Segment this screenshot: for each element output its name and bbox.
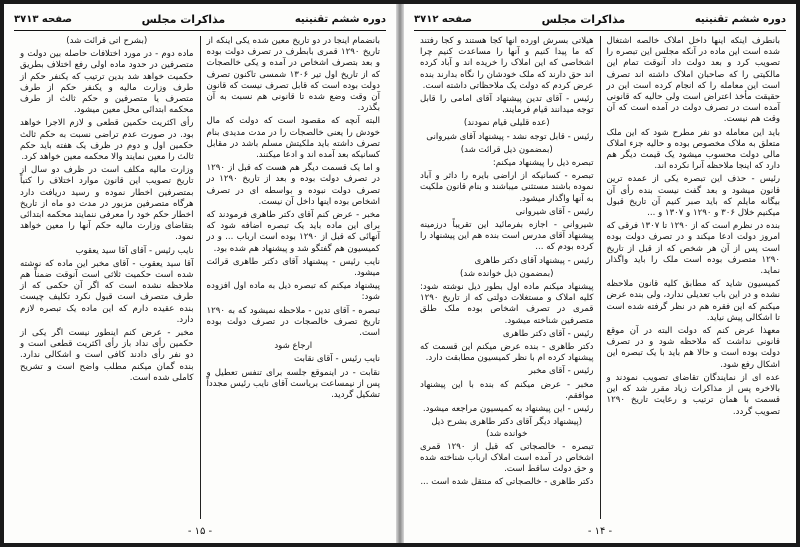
paragraph: مخبر - عرض میکنم که بنده با این پیشنهاد موافقم. — [420, 379, 594, 401]
paragraph: شیروانی - اجازه بفرمائید این تقریباً درزمینه پیشنهاد آقای مدرس است بنده هم این پیشنهاد را کرده بودم که ... — [420, 220, 594, 253]
paragraph: کمیسیون شاید که مطابق کلیه قانون ملاحظه نشده و در این باب تعدیلی ندارد، ولی بنده عرض میکنم که این فقره هم در نظر گرفته شده است تا اشکالی پیش نیاید. — [606, 279, 780, 323]
header-title: مذاکرات مجلس — [541, 12, 626, 26]
text-columns — [414, 36, 786, 519]
paragraph: عده ای از نمایندگان تقاضای تصویب نمودند و بالاخره پس از مذاکرات زیاد مقرر شد که این قسمت با همان ترتیب و رعایت تاریخ ۱۲۹۰ تصویب گردد. — [606, 372, 780, 417]
paragraph: باید این معامله دو نفر مطرح شود که این ملک متعلق به ملاک مخصوص بوده و حالیه جزء املاک مالی دولت محسوب میشود یک قیمت دیگر هم دارد که اینجا ملاحظه آنرا نکرده اند. — [606, 127, 780, 172]
page-header — [14, 10, 386, 28]
paragraph: رئیس - قابل توجه نشد - پیشنهاد آقای شیروانی — [426, 131, 594, 142]
paragraph: (پیشنهاد دیگر آقای دکتر طاهری بشرح ذیل خوانده شد) — [431, 417, 583, 439]
page-right — [404, 4, 796, 543]
paragraph: هیلاتی بسرش آورده آنها کجا هستند و کجا رفتند که ما پیدا کنیم و آنها را مساعدت کنیم چرا اشخاصی که این املاک را خریده اند و آباد کرده اند حق دارند که ملک خودشان را نگاه بدارند بنده عرض کردم که دولت یک ملاحظاتی داشته است. — [420, 36, 594, 91]
paragraph: نقابت - در اینموقع جلسه برای تنفس تعطیل و پس از نیمساعت بریاست آقای نایب رئیس مجدداً تشکیل گردید. — [206, 367, 380, 401]
paragraph: رئیس - آقای شیروانی — [515, 206, 594, 217]
paragraph: پیشنهاد میکنم ماده اول بطور ذیل نوشته شود: کلیه املاک و مستغلات دولتی که از تاریخ ۱۲۹۰ قمری در تصرف اشخاص بوده ملک طلق متصرفین شناخته میشود. — [420, 282, 594, 326]
paragraph: رئیس - حذف این تبصره یکی از عمده ترین قانون میشود و بعد گفت نیست بنده رأی آن بیگانه مایلم که باید صبر کنیم آن تاریخ قبول میکنیم خلال ۳۰۶ و ۱۲۹۰ و ۱۳۰۷ و ... — [606, 174, 780, 219]
paragraph: تبصره - خالصجاتی که قبل از ۱۲۹۰ قمری اشخاص در آمده است املاک ارباب شناخته شده و حق دولت ساقط است. — [420, 441, 594, 475]
paragraph: تبصره ذیل را پیشنهاد میکنم: — [492, 158, 594, 169]
paragraph: مخبر - عرض کنم اینطور نیست اگر یکی از حکمین رأی نداد باز رأی اکثریت قطعی است و دو نفر رأی دادند کافی است و اشکالی ندارد. بنده گمان میکنم مطلب واضح است و تشریح کاملی شده است. — [20, 328, 194, 383]
paragraph: بانضمام اینجا در دو تاریخ معین شده یکی اینکه از تاریخ ۱۲۹۰ قمری بابطرف در تصرف دولت بوده و بعد بتصرف اشخاص در آمده و یکی خالصجات که از تاریخ اول تیر ۱۳۰۶ شمسی تاکنون تصرف دولت بوده است که قابل تصرف نیست که قانون آن وقت وضع شده تا قانونی هم نسبت به آن بگذرد. — [206, 36, 380, 114]
paragraph: معهذا عرض کنم که دولت البته در آن موقع قانونی نداشت که ملاحظه شود و در تصرف دولت بوده است و حالا هم باید با یک تبصره این اشکال رفع شود. — [606, 326, 780, 370]
paragraph: وزارت مالیه مکلف است در ظرف دو سال از تاریخ تصویب این قانون موارد اختلاف را کتباً بمتصرفین اخطار نموده و رسید دریافت دارد هرگاه متصرفین مزبور در مدت دو ماه از تاریخ اخطار حکم خود را معرفی ننمایند محکمه ابتدائی بتقاضای وزارت مالیه حکم آنها را معین خواهد نمود. — [20, 165, 194, 243]
paragraph: مخبر - عرض کنم آقای دکتر طاهری فرمودند که برای این ماده باید یک تبصره اضافه شود که آنهائی که قبل از ۱۲۹۰ بوده است ارباب ... و در کمیسیون هم گفتگو شد و پیشنهاد هم شده بود. — [206, 210, 380, 254]
header-rule — [14, 30, 386, 31]
paragraph: دکتر طاهری - بنده عرض میکنم این قسمت که پیشنهاد کرده ام با نظر کمیسیون مطابقت دارد. — [420, 342, 594, 364]
paragraph: پیشنهاد میکنم که تبصره ذیل به ماده اول افزوده شود: — [206, 281, 380, 303]
header-page-number: صفحه ۳۷۱۳ — [14, 13, 73, 25]
header-series: دوره ششم تقنینیه — [294, 13, 386, 25]
paragraph: ارجاع شود — [274, 341, 313, 352]
paragraph: نایب رئیس - پیشنهاد آقای دکتر طاهری قرائت میشود. — [206, 256, 380, 279]
paragraph: تبصره - آقای تدین - ملاحظه نمیشود که به ۱۲۹۰ تاریخ تصرف خالصجات در تصرف دولت بوده است. — [206, 305, 380, 339]
paragraph: آقا سید یعقوب - آقای مخبر این ماده که نوشته شده است حکمیت ثلاثی است آنوقت ضمناً هم ملاحظه نشده است که اگر آن حکمی که از طرف متصرف است قبول نکرد تکلیف چیست بنده عقیده دارم که این ماده یک تبصره لازم دارد. — [20, 258, 194, 325]
paragraph: رأی اکثریت حکمین قطعی و لازم الاجرا خواهد بود. در صورت عدم تراضی نسبت به حکم ثالث حکمین اول و دوم در ظرف یک هفته باید حکم ثالث را معین نمایند والا محکمه معین خواهد کرد. — [20, 118, 194, 163]
page-left — [4, 4, 396, 543]
page-footer-number: - ۱۵ - — [187, 526, 213, 537]
header-title: مذاکرات مجلس — [141, 12, 226, 26]
paragraph: تبصره - کسانیکه از اراضی بایره را داثر و آباد نموده باشند مستثنی میباشند و بنام قانون ملکیت به آنها واگذار میشود. — [420, 171, 594, 204]
paragraph: (بشرح آتی قرائت شد) — [66, 36, 148, 46]
header-series: دوره ششم تقنینیه — [694, 13, 786, 25]
header-rule — [414, 30, 786, 31]
paragraph: نایب رئیس - آقای آقا سید یعقوب — [75, 245, 194, 256]
text-columns — [14, 36, 386, 519]
header-page-number: صفحه ۳۷۱۲ — [414, 13, 473, 25]
column-left — [14, 36, 200, 519]
column-right — [201, 36, 387, 519]
paragraph: و اما یک قسمت دیگر هم هست که قبل از ۱۲۹۰ در تصرف دولت بوده و بعد از تاریخ ۱۲۹۰ در تصرف دولت نبوده و بواسطه ای در تصرف اشخاص بوده اینها داخل آن نیست. — [206, 163, 381, 207]
column-right — [601, 36, 787, 519]
page-header — [414, 10, 786, 28]
paragraph: رئیس - آقای مخبر — [528, 366, 594, 377]
paragraph: نایب رئیس - آقای نقابت — [294, 354, 380, 365]
paragraph: رئیس - این پیشنهاد به کمیسیون مراجعه میشود. — [422, 404, 594, 415]
paragraph: بانطرف اینکه اینها داخل املاک خالصه اشتغال شده است این ماده در آنکه مجلس این تبصره را تصویب کرد و بعد دولت داد آنوقت تمام این مالکیتی را که صاحبان املاک داشته اند تصرف است این معامله را که انجام کرده است این در حقیقت مأخذ اعتراض است ولی حالیه که قانونی آمده است در تصرف دولت در آمده است که آن وقت هم نیست. — [606, 36, 780, 125]
paragraph: بنده در نظرم است که از ۱۲۹۰ تا ۱۳۰۷ فرقی که امروز دولت ادعا میکند و در تصرف دولت بوده است پس از آن هر شخص که از قبل از تاریخ ۱۲۹۰ متصرف بوده است ملک را باید واگذار نماید. — [606, 221, 780, 277]
paragraph: رئیس - آقای دکتر طاهری — [502, 328, 594, 339]
column-divider — [600, 36, 601, 519]
paragraph: دکتر طاهری - خالصجاتی که منتقل شده است ... — [420, 477, 594, 488]
book-gutter — [396, 4, 404, 543]
column-divider — [200, 36, 201, 519]
paragraph: ماده دوم - در مورد اختلافات حاصله بین دولت و متصرفین در حدود ماده اولی رفع اختلاف بطریق حکمیت خواهد شد بدین ترتیب که یکنفر حکم از طرف وزارت مالیه و یکنفر حکم از طرف متصرف یا متصرفین و حکم ثالث از طرف محکمه ابتدائی محل معین میشود. — [20, 49, 194, 116]
paragraph: (بمضمون ذیل قرائت شد) — [460, 144, 553, 155]
paragraph: البته آنچه که مقصود است که دولت که مال خودش را یعنی خالصجات را در مدت مدیدی بنام تصرف داشته باید ملکیتش مسلم باشد در مقابل کسانیکه بعد آمده اند و ادعا میکنند. — [206, 116, 380, 161]
book-spread — [4, 4, 796, 543]
column-left — [414, 36, 600, 519]
paragraph: رئیس - پیشنهاد آقای دکتر طاهری — [474, 255, 594, 266]
paragraph: رئیس - آقای تدین پیشنهاد آقای امامی را قابل توجه میدانند قیام فرمایند. — [420, 94, 594, 116]
page-footer-number: - ۱۴ - — [587, 526, 613, 537]
paragraph: (عده قلیلی قیام نمودند) — [463, 118, 550, 129]
paragraph: (بمضمون ذیل خوانده شد) — [460, 268, 554, 279]
